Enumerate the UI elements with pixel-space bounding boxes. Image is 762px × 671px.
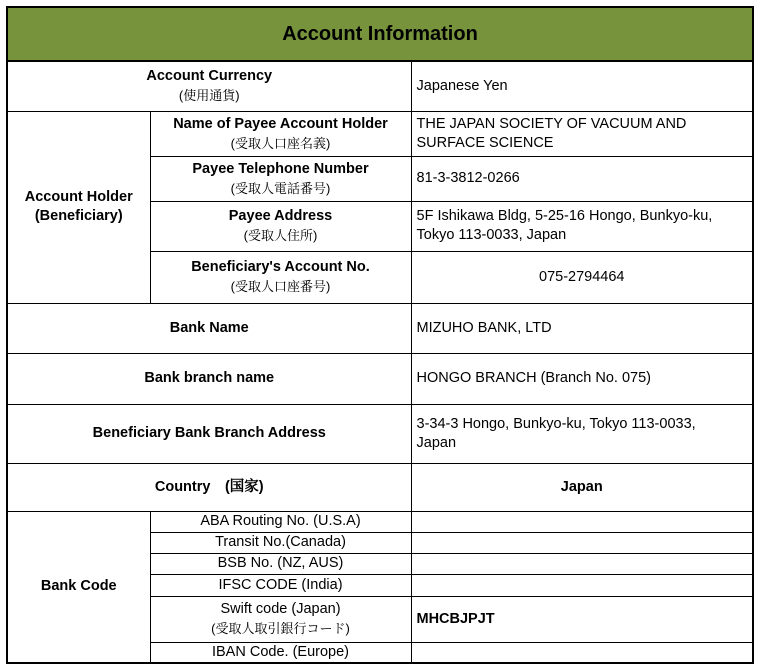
- payee-name-value: [411, 111, 753, 156]
- branch-address-value-line1: 3-34-3 Hongo, Bunkyo-ku, Tokyo 113-0033,: [416, 415, 696, 432]
- bank-code-item-value: [411, 642, 753, 663]
- swift-code-label-jp: (受取人取引銀行コード): [211, 621, 350, 636]
- bank-code-item-value: [411, 532, 753, 553]
- payee-address-label-cell: [150, 201, 411, 251]
- payee-phone-label-cell: [150, 156, 411, 201]
- payee-phone-value: 81-3-3812-0266: [411, 156, 753, 201]
- payee-address-value-line1: 5F Ishikawa Bldg, 5-25-16 Hongo, Bunkyo-ku,: [416, 208, 713, 224]
- bank-code-item-value: [411, 553, 753, 574]
- payee-address-label-jp: (受取人住所): [243, 228, 318, 243]
- account-information-table: [6, 6, 754, 664]
- swift-code-value: MHCBJPJT: [411, 596, 753, 642]
- payee-name-value-line2: SURFACE SCIENCE: [416, 134, 554, 151]
- account-holder-label: Account Holder: [24, 189, 133, 205]
- payee-name-label-jp: (受取人口座名義): [230, 135, 331, 151]
- bank-code-item-label: IBAN Code. (Europe): [150, 642, 411, 663]
- bank-code-item-value: [411, 574, 753, 596]
- payee-address-value-line2: Tokyo 113-0033, Japan: [416, 227, 567, 243]
- title-row: [7, 7, 753, 61]
- payee-address-label: Payee Address: [228, 208, 333, 224]
- payee-name-row: [7, 111, 753, 156]
- payee-name-label-cell: [150, 111, 411, 156]
- currency-label: Account Currency: [146, 68, 273, 85]
- currency-value: Japanese Yen: [411, 61, 753, 111]
- bank-code-item-value: [411, 511, 753, 532]
- swift-code-label: Swift code (Japan): [220, 601, 341, 617]
- bank-name-value: MIZUHO BANK, LTD: [411, 303, 753, 353]
- bank-code-item-label: BSB No. (NZ, AUS): [150, 553, 411, 574]
- payee-address-value: [411, 201, 753, 251]
- bank-name-label: Bank Name: [7, 303, 411, 353]
- account-information-sheet: [6, 6, 752, 664]
- account-no-label: Beneficiary's Account No.: [191, 259, 370, 275]
- payee-phone-label: Payee Telephone Number: [192, 160, 369, 177]
- branch-address-row: [7, 404, 753, 463]
- payee-phone-label-jp: (受取人電話番号): [230, 180, 331, 196]
- country-label: Country (国家): [7, 463, 411, 511]
- bank-code-item-label: Transit No.(Canada): [150, 532, 411, 553]
- account-no-label-jp: (受取人口座番号): [230, 279, 331, 294]
- branch-address-value: [411, 404, 753, 463]
- bank-name-row: [7, 303, 753, 353]
- bank-code-item-label: IFSC CODE (India): [150, 574, 411, 596]
- branch-name-value: HONGO BRANCH (Branch No. 075): [411, 353, 753, 404]
- bank-code-label: Bank Code: [7, 511, 150, 663]
- payee-name-label: Name of Payee Account Holder: [173, 115, 388, 132]
- currency-row: [7, 61, 753, 111]
- currency-label-jp: (使用通貨): [178, 88, 240, 104]
- table-title: Account Information: [7, 7, 753, 61]
- payee-name-value-line1: THE JAPAN SOCIETY OF VACUUM AND: [416, 115, 687, 132]
- country-row: [7, 463, 753, 511]
- account-no-value: 075-2794464: [411, 251, 753, 303]
- account-no-label-cell: [150, 251, 411, 303]
- country-value: Japan: [411, 463, 753, 511]
- bank-code-item-label: ABA Routing No. (U.S.A): [150, 511, 411, 532]
- branch-name-label: Bank branch name: [7, 353, 411, 404]
- branch-address-label: Beneficiary Bank Branch Address: [7, 404, 411, 463]
- bank-code-row-aba: [7, 511, 753, 532]
- bank-code-item-label: [150, 596, 411, 642]
- branch-name-row: [7, 353, 753, 404]
- currency-label-cell: [7, 61, 411, 111]
- account-holder-group-label: [7, 111, 150, 303]
- branch-address-value-line2: Japan: [416, 434, 457, 451]
- beneficiary-label: (Beneficiary): [34, 208, 123, 224]
